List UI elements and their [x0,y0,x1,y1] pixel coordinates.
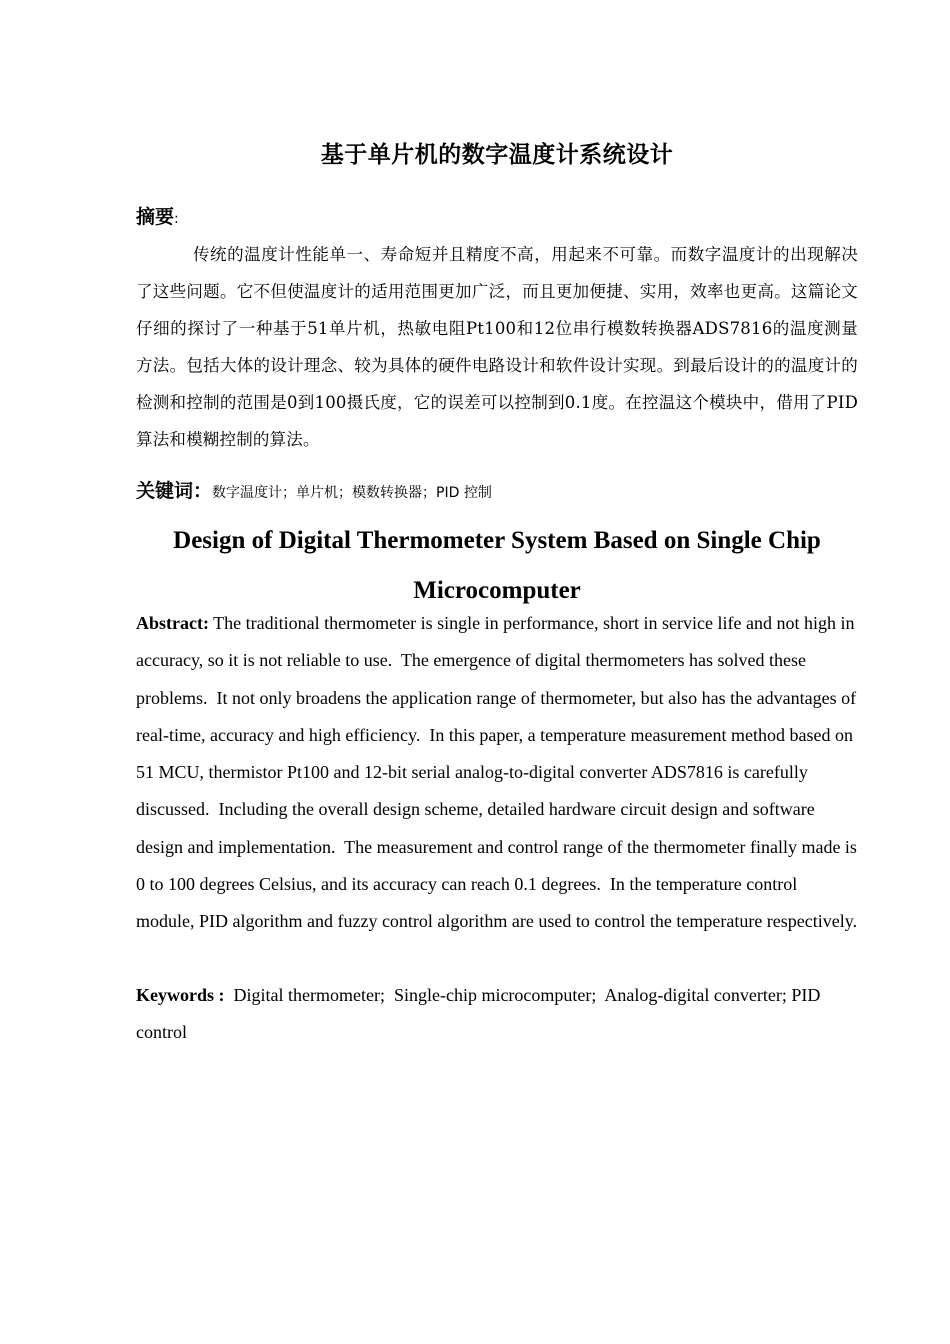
chinese-keywords [136,476,858,503]
chinese-abstract-label: 摘要 [136,206,175,228]
english-abstract-text: The traditional thermometer is single in performance, short in service life and not high in accuracy, so it is not reliable to use. The emergence of digital thermometers has solved these problems. It not only broadens the application range of thermometer, but also has the advantages of real-time, accuracy and high efficiency. In this paper, a temperature measurement method based on 51 MCU, thermistor Pt100 and 12-bit serial analog-to-digital converter ADS7816 is carefully discussed. Including the overall design scheme, detailed hardware circuit design and software design and implementation. The measurement and control range of the thermometer finally made is 0 to 100 degrees Celsius, and its accuracy can reach 0.1 degrees. In the temperature control module, PID algorithm and fuzzy control algorithm are used to control the temperature respectively. [136,613,862,932]
english-abstract-label: Abstract: [136,613,209,633]
english-abstract [136,605,862,941]
chinese-abstract-heading [136,202,179,229]
chinese-keywords-text: 数字温度计；单片机；模数转换器；PID 控制 [212,485,492,501]
chinese-title: 基于单片机的数字温度计系统设计 [320,142,674,168]
english-keywords [136,977,858,1051]
english-keywords-label: Keywords : [136,985,225,1005]
chinese-abstract-text: 传统的温度计性能单一、寿命短并且精度不高，用起来不可靠。而数字温度计的出现解决了这些问题。它不但使温度计的适用范围更加广泛，而且更加便捷、实用，效率也更高。这篇论文仔细的探讨了一种基于51单片机，热敏电阻Pt100和12位串行模数转换器ADS7816的温度测量方法。包括大体的设计理念、较为具体的硬件电路设计和软件设计实现。到最后设计的的温度计的检测和控制的范围是0到100摄氏度，它的误差可以控制到0.1度。在控温这个模块中，借用了PID 算法和模糊控制的算法。 [136,245,858,449]
english-title: Design of Digital Thermometer System Based on Single Chip Microcomputer [173,527,821,604]
chinese-keywords-label: 关键词： [136,480,213,502]
chinese-abstract-colon: : [174,211,179,227]
english-keywords-text: Digital thermometer; Single-chip microcomputer; Analog-digital converter; PID control [136,985,825,1042]
